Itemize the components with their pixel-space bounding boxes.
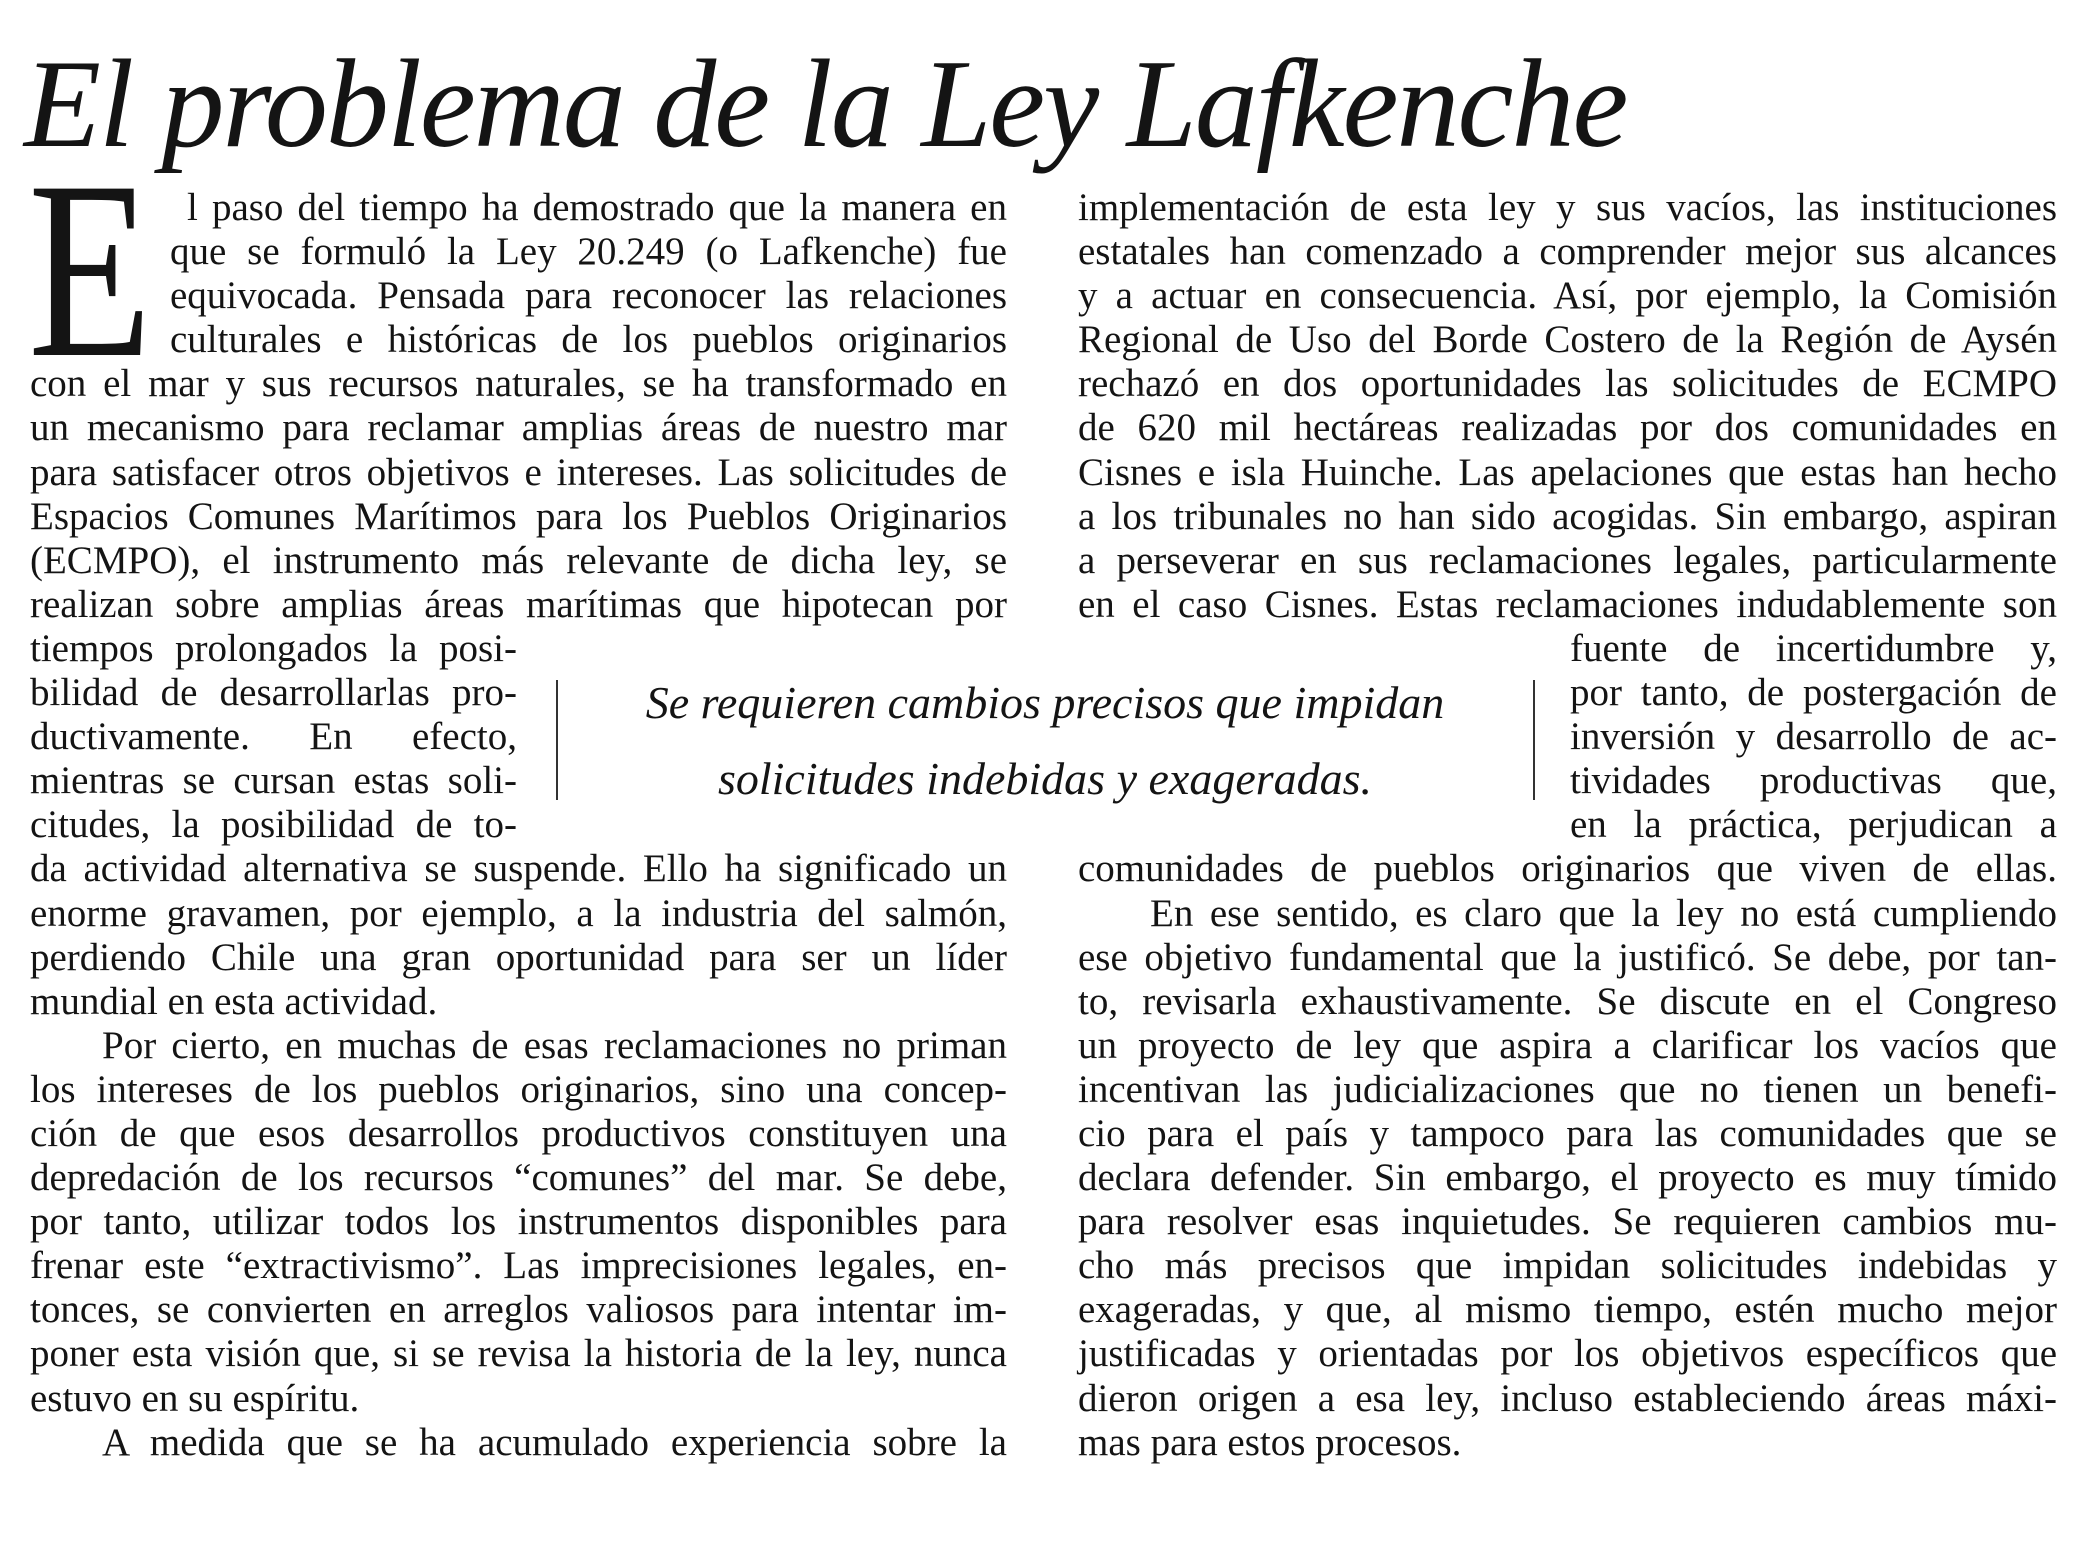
article-line: En ese sentido, es claro que la ley no está cumpliendo <box>1150 891 2057 935</box>
article-line: para resolver esas inquietudes. Se requieren cambios mu- <box>1078 1200 2057 1244</box>
article-line: realizan sobre amplias áreas marítimas que hipotecan por <box>30 582 1007 626</box>
article-line: mientras se cursan estas soli- <box>30 759 517 803</box>
article-line: ese objetivo fundamental que la justificó. Se debe, por tan- <box>1078 935 2057 979</box>
article-line: para satisfacer otros objetivos e intereses. Las solicitudes de <box>30 450 1007 494</box>
article-line: los intereses de los pueblos originarios, sino una concep- <box>30 1067 1007 1111</box>
article-line: enorme gravamen, por ejemplo, a la industria del salmón, <box>30 891 1007 935</box>
article-line: justificadas y orientadas por los objetivos específicos que <box>1078 1332 2057 1376</box>
article-line: en la práctica, perjudican a <box>1570 803 2057 847</box>
article-line: cho más precisos que impidan solicitudes indebidas y <box>1078 1244 2057 1288</box>
article-line: estuvo en su espíritu. <box>30 1376 360 1420</box>
article-line: dieron origen a esa ley, incluso estableciendo áreas máxi- <box>1078 1376 2057 1420</box>
article-line: comunidades de pueblos originarios que viven de ellas. <box>1078 847 2057 891</box>
article-line: mas para estos procesos. <box>1078 1420 1462 1464</box>
article-line: Por cierto, en muchas de esas reclamaciones no priman <box>102 1023 1007 1067</box>
article-line: citudes, la posibilidad de to- <box>30 803 517 847</box>
article-line: fuente de incertidumbre y, <box>1570 626 2057 670</box>
drop-cap: E <box>28 129 153 410</box>
headline: El problema de la Ley Lafkenche <box>24 35 1627 174</box>
article-line: declara defender. Sin embargo, el proyecto es muy tímido <box>1078 1156 2057 1200</box>
article-line: A medida que se ha acumulado experiencia sobre la <box>102 1420 1007 1464</box>
article-line: culturales e históricas de los pueblos originarios <box>170 318 1007 362</box>
article-line: to, revisarla exhaustivamente. Se discute en el Congreso <box>1078 979 2057 1023</box>
article-line: un mecanismo para reclamar amplias áreas de nuestro mar <box>30 406 1007 450</box>
pull-quote-line: solicitudes indebidas y exageradas. <box>717 753 1373 804</box>
article-line: en el caso Cisnes. Estas reclamaciones indudablemente son <box>1078 582 2057 626</box>
article-line: equivocada. Pensada para reconocer las relaciones <box>170 274 1007 318</box>
article-line: que se formuló la Ley 20.249 (o Lafkenche) fue <box>170 230 1007 274</box>
article-line: (ECMPO), el instrumento más relevante de dicha ley, se <box>30 538 1007 582</box>
article-line: tividades productivas que, <box>1570 759 2057 803</box>
pull-quote-rule-right <box>1533 680 1535 800</box>
article-line: frenar este “extractivismo”. Las imprecisiones legales, en- <box>30 1244 1007 1288</box>
article-line: con el mar y sus recursos naturales, se ha transformado en <box>30 362 1007 406</box>
article-line: a perseverar en sus reclamaciones legales, particularmente <box>1078 538 2057 582</box>
article-line: estatales han comenzado a comprender mejor sus alcances <box>1078 230 2057 274</box>
article-line: ductivamente. En efecto, <box>30 715 517 759</box>
article-line: bilidad de desarrollarlas pro- <box>30 671 517 715</box>
article-line: rechazó en dos oportunidades las solicitudes de ECMPO <box>1078 362 2057 406</box>
pull-quote-line: Se requieren cambios precisos que impidan <box>645 677 1445 728</box>
article-line: tonces, se convierten en arreglos valiosos para intentar im- <box>30 1288 1007 1332</box>
left-column <box>30 186 1007 1465</box>
article-line: implementación de esta ley y sus vacíos, las instituciones <box>1078 186 2057 229</box>
article-line: y a actuar en consecuencia. Así, por ejemplo, la Comisión <box>1078 274 2057 318</box>
article-line: tiempos prolongados la posi- <box>30 626 517 670</box>
article-line: depredación de los recursos “comunes” del mar. Se debe, <box>30 1156 1007 1200</box>
article-line: de 620 mil hectáreas realizadas por dos comunidades en <box>1078 406 2057 450</box>
pull-quote-rule-left <box>556 680 558 800</box>
right-column <box>1078 186 2057 1465</box>
article-line: mundial en esta actividad. <box>30 979 438 1023</box>
article-line: Espacios Comunes Marítimos para los Pueblos Originarios <box>30 494 1007 538</box>
article-line: a los tribunales no han sido acogidas. Sin embargo, aspiran <box>1078 494 2057 538</box>
article-line: exageradas, y que, al mismo tiempo, estén mucho mejor <box>1078 1288 2057 1332</box>
article-line: da actividad alternativa se suspende. Ello ha significado un <box>30 847 1007 891</box>
article-line: por tanto, de postergación de <box>1570 671 2057 715</box>
article-line: perdiendo Chile una gran oportunidad para ser un líder <box>30 935 1007 979</box>
article-line: un proyecto de ley que aspira a clarificar los vacíos que <box>1078 1023 2057 1067</box>
article-line: inversión y desarrollo de ac- <box>1570 715 2057 759</box>
article-line: incentivan las judicializaciones que no tienen un benefi- <box>1078 1067 2057 1111</box>
article-line: Cisnes e isla Huinche. Las apelaciones que estas han hecho <box>1078 450 2057 494</box>
article-line: poner esta visión que, si se revisa la historia de la ley, nunca <box>30 1332 1007 1376</box>
article-line: l paso del tiempo ha demostrado que la manera en <box>187 186 1007 229</box>
article-line: Regional de Uso del Borde Costero de la Región de Aysén <box>1078 318 2057 362</box>
article-line: ción de que esos desarrollos productivos constituyen una <box>30 1111 1007 1155</box>
article-line: por tanto, utilizar todos los instrumentos disponibles para <box>30 1200 1007 1244</box>
article-line: cio para el país y tampoco para las comunidades que se <box>1078 1111 2057 1155</box>
